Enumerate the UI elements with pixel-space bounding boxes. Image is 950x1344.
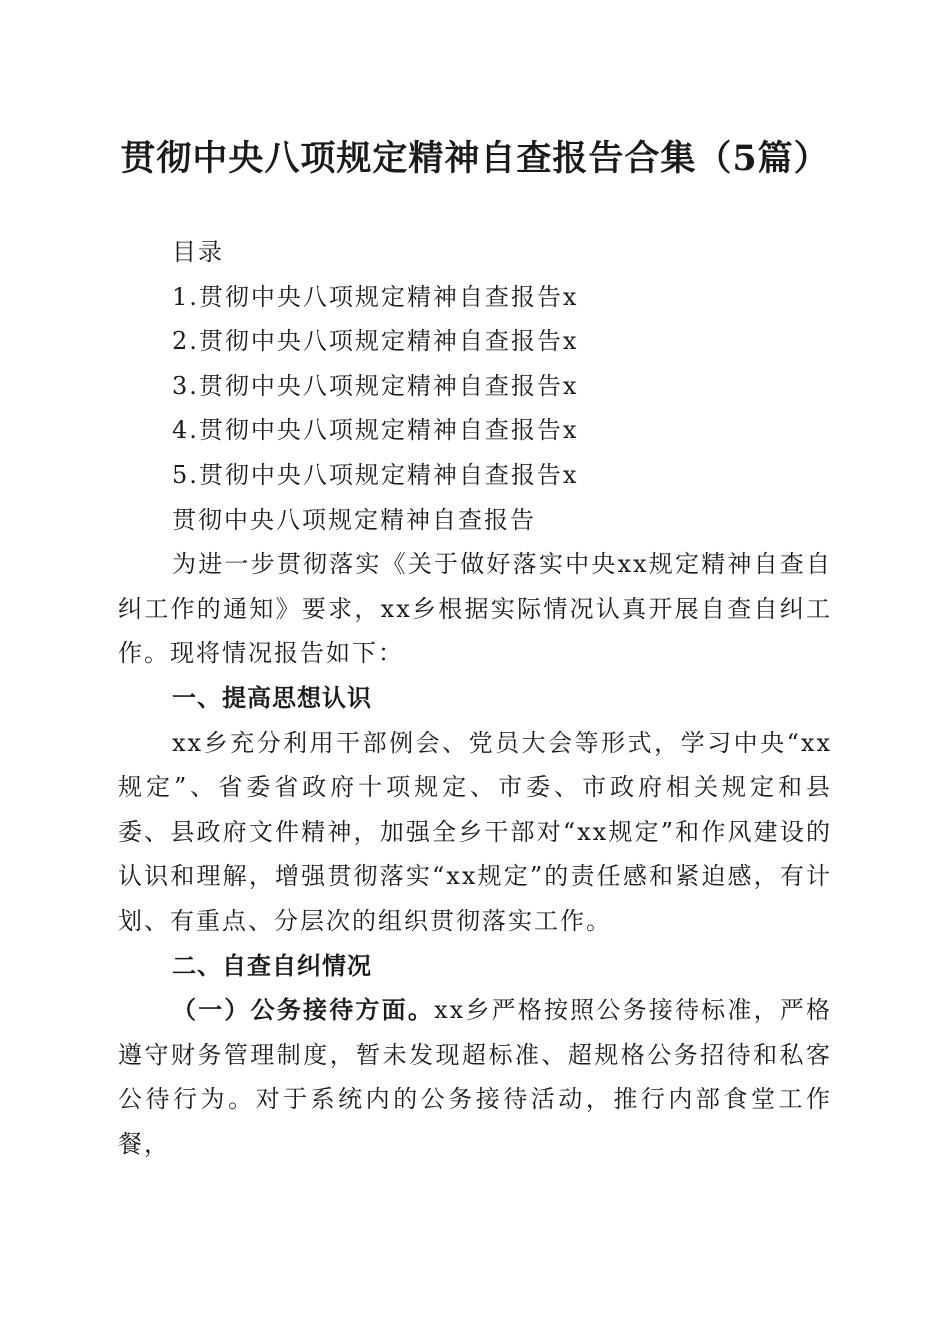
report-title: 贯彻中央八项规定精神自查报告 [172, 505, 536, 534]
toc-item: 2.贯彻中央八项规定精神自查报告x [172, 327, 579, 356]
document-body [118, 230, 832, 1166]
intro-paragraph: 为进一步贯彻落实《关于做好落实中央xx规定精神自查自纠工作的通知》要求，xx乡根据实际情况认真开展自查自纠工作。现将情况报告如下： [118, 550, 832, 668]
toc-heading: 目录 [172, 238, 224, 266]
document-title: 贯彻中央八项规定精神自查报告合集（5篇） [120, 138, 830, 179]
subsection-body: xx乡严格按照公务接待标准，严格遵守财务管理制度，暂未发现超标准、超规格公务招待和私客公待行为。对于系统内的公务接待活动，推行内部食堂工作餐， [118, 996, 833, 1158]
toc-item: 5.贯彻中央八项规定精神自查报告x [172, 460, 579, 489]
subsection-paragraph [118, 988, 832, 1166]
section-heading-1: 一、提高思想认识 [172, 683, 372, 712]
toc-item: 3.贯彻中央八项规定精神自查报告x [172, 371, 579, 400]
subsection-lead: （一）公务接待方面。 [172, 996, 435, 1025]
toc-item: 4.贯彻中央八项规定精神自查报告x [172, 416, 579, 445]
toc-item: 1.贯彻中央八项规定精神自查报告x [172, 282, 579, 311]
section-heading-2: 二、自查自纠情况 [172, 951, 372, 980]
section-1-paragraph: xx乡充分利用干部例会、党员大会等形式，学习中央“xx规定”、省委省政府十项规定、市委、市政府相关规定和县委、县政府文件精神，加强全乡干部对“xx规定”和作风建设的认识和理解，增强贯彻落实“xx规定”的责任感和紧迫感，有计划、有重点、分层次的组织贯彻落实工作。 [118, 728, 832, 935]
